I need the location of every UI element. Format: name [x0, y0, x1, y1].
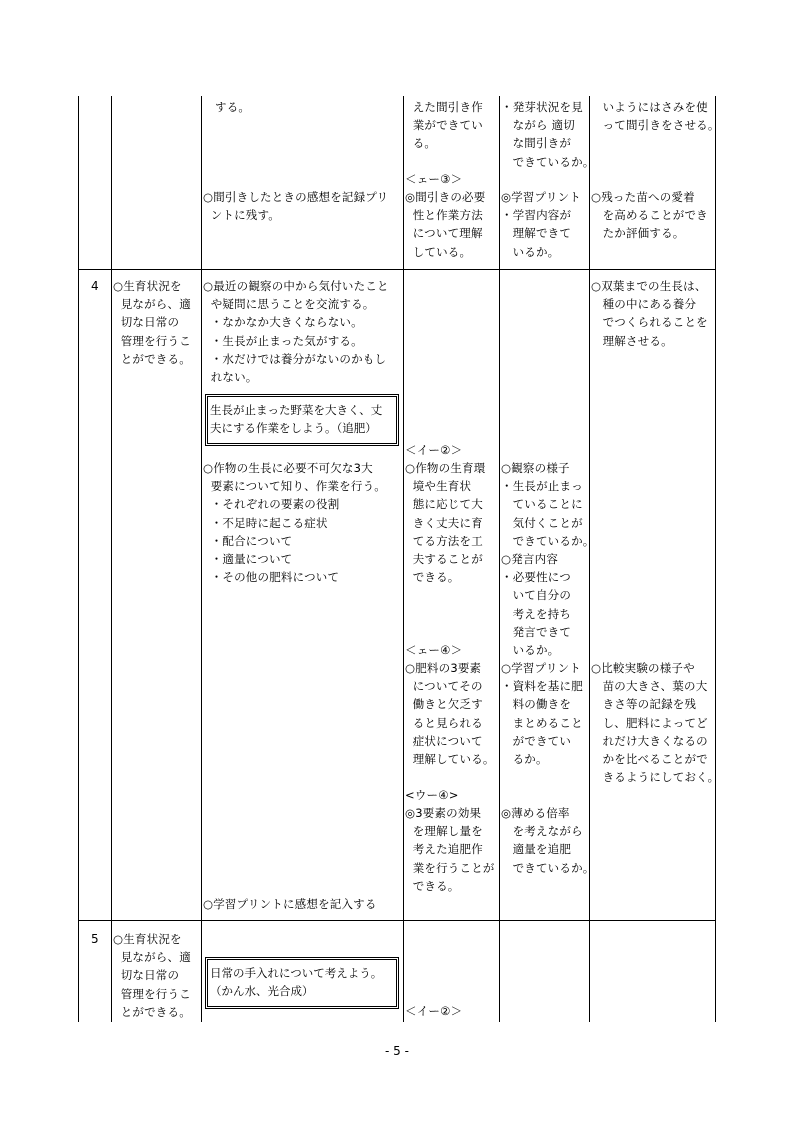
row5-goal: ○生育状況を 見ながら、適 切な日常の 管理を行うこ とができる。	[113, 932, 191, 1019]
row4-notes-1: ○双葉までの生長は、 種の中にある養分 でつくられることを 理解させる。	[591, 279, 708, 348]
row3-activity-a: する。	[215, 100, 251, 114]
row5-criteria-tag: ＜イー②＞	[405, 1004, 463, 1018]
column-divider	[499, 96, 500, 1022]
row4-eval-2: ○学習プリント ・資料を基に肥 料の働きを まとめること ができてい るか。	[501, 661, 583, 767]
row4-criteria-1: ○作物の生育環 境や生育状 態に応じて大 きく丈夫に育 てる方法を工 夫することが できる。	[405, 461, 486, 585]
page-number: - 5 -	[385, 1044, 409, 1058]
row3-eval-a: ・発芽状況を見 ながら 適切 な間引きが できているか。	[501, 100, 595, 169]
row4-theme-box: 生長が止まった野菜を大きく、丈 夫にする作業をしよう。（追肥）	[205, 394, 399, 446]
column-divider	[201, 96, 202, 1022]
row4-criteria-3-tag: <ウー④>	[405, 788, 459, 802]
row3-activity-b: ○間引きしたときの感想を記録プリ ントに残す。	[203, 190, 389, 223]
row4-criteria-2-tag: ＜ェー④＞	[405, 643, 463, 657]
row-divider	[79, 269, 715, 270]
row4-criteria-2: ○肥料の3要素 についてその 働きと欠乏す ると見られる 症状について 理解している。	[405, 661, 495, 767]
row3-criteria-b: ◎間引きの必要 性と作業方法 について理解 している。	[405, 190, 486, 259]
row3-notes-a: いようにはさみを使 って間引きをさせる。	[602, 100, 720, 133]
row4-activity-main: ○作物の生長に必要不可欠な3大 要素について知り、作業を行う。 ・それぞれの要素の役割 ・不足時に起こる症状 ・配合について ・適量について ・その他の肥料について	[203, 461, 386, 585]
row4-number: 4	[91, 279, 99, 293]
row3-criteria-b-tag: ＜ェー③＞	[405, 172, 463, 186]
lesson-plan-table	[78, 96, 720, 1022]
row4-activity-intro: ○最近の観察の中から気付いたこと や疑問に思うことを交流する。 ・なかなか大きくならない。 ・生長が止まった気がする。 ・水だけでは養分がないのかもし れない。	[203, 279, 389, 385]
column-divider	[403, 96, 404, 1022]
row4-activity-end: ○学習プリントに感想を記入する	[203, 897, 377, 911]
row-divider	[79, 920, 715, 921]
row4-criteria-1-tag: ＜イー②＞	[405, 443, 463, 457]
row3-criteria-a: えた間引き作 業ができてい る。	[412, 100, 483, 151]
row4-criteria-3: ◎3要素の効果 を理解し量を 考えた追肥作 業を行うことが できる。	[405, 806, 495, 893]
row4-eval-1: ○観察の様子 ・生長が止まっ ていることに 気付くことが できているか。 ○発言内容 ・必要性につ いて自分の 考えを持ち 発言できて いるか。	[501, 461, 595, 658]
row5-theme-box: 日常の手入れについて考えよう。 （かん水、光合成）	[205, 957, 399, 1009]
row3-eval-b: ◎学習プリント ・学習内容が 理解できて いるか。	[501, 190, 581, 259]
row4-goal: ○生育状況を 見ながら、適 切な日常の 管理を行うこ とができる。	[113, 279, 191, 366]
column-divider	[111, 96, 112, 1022]
row5-number: 5	[91, 932, 99, 946]
row4-eval-3: ◎薄める倍率 を考えながら 適量を追肥 できているか。	[501, 806, 595, 875]
row4-notes-2: ○比較実験の様子や 苗の大きさ、葉の大 きさ等の記録を残 し、肥料によってど れだけ大きくなるの かを比べることがで きるようにしておく。	[591, 661, 720, 785]
row3-notes-b: ○残った苗への愛着 を高めることができ たか評価する。	[591, 190, 708, 241]
